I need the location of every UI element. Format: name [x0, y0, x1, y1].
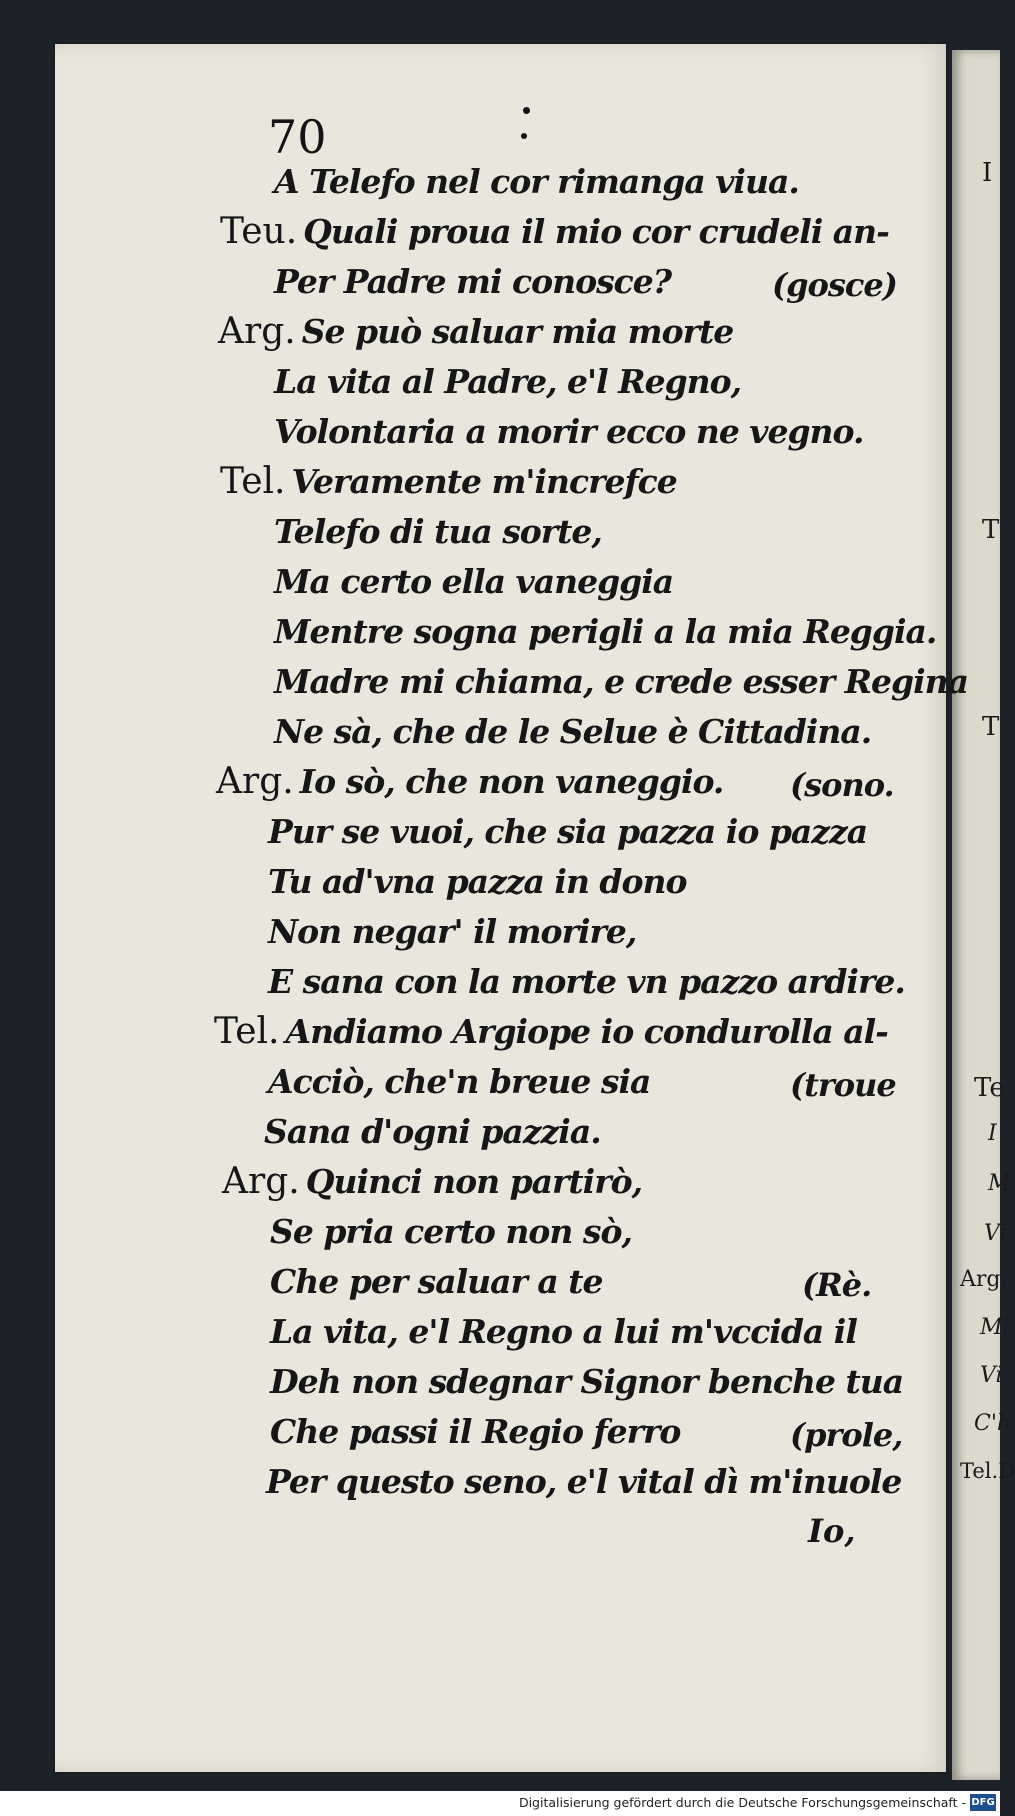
verse-line: Pur se vuoi, che sia pazza io pazza [268, 812, 868, 851]
ink-dot [523, 107, 530, 114]
turnover-fragment: (gosce) [772, 266, 897, 304]
facing-fragment: Te [974, 1073, 1005, 1103]
ink-dot [521, 133, 527, 139]
verse-line: Teu. Quali proua il mio cor crudeli an- [220, 211, 889, 252]
verse-line: Deh non sdegnar Signor benche tua [270, 1362, 904, 1401]
verse-line: Tu ad'vna pazza in dono [268, 862, 687, 901]
facing-page-fragments [958, 0, 1015, 1816]
verse-line: Ma certo ella vaneggia [274, 562, 674, 601]
turnover-fragment: (Rè. [802, 1266, 872, 1304]
verse-line: Per questo seno, e'l vital dì m'inuole [266, 1462, 902, 1501]
funding-notice: Digitalisierung gefördert durch die Deutsche Forschungsgemeinschaft - [518, 1795, 966, 1810]
verse-line: Tel. Andiamo Argiope io condurolla al- [214, 1011, 888, 1052]
verse-line: Se pria certo non sò, [270, 1212, 632, 1251]
verse-line: La vita al Padre, e'l Regno, [274, 362, 742, 401]
verse-line: Arg. Se può saluar mia morte [218, 311, 734, 352]
verse-line: Ne sà, che de le Selue è Cittadina. [274, 712, 872, 751]
verse-line: Che per saluar a te [270, 1262, 603, 1301]
verse-line: Arg. Io sò, che non vaneggio. [216, 761, 724, 802]
facing-fragment: Tel.D [960, 1459, 1015, 1483]
verse-line: Arg. Quinci non partirò, [222, 1161, 643, 1202]
verse-line: A Telefo nel cor rimanga viua. [274, 162, 799, 201]
facing-fragment: C'h [974, 1411, 1012, 1436]
verse-line: Che passi il Regio ferro [270, 1412, 681, 1451]
dfg-logo: DFG [970, 1794, 996, 1811]
digitization-footer [0, 1791, 1000, 1816]
verse-line: Madre mi chiama, e crede esser Regina [274, 662, 969, 701]
facing-fragment: Arg. [960, 1267, 1008, 1292]
page-number: 70 [268, 110, 327, 164]
verse-line: E sana con la morte vn pazzo ardire. [268, 962, 905, 1001]
verse-line: Telefo di tua sorte, [274, 512, 602, 551]
verse-line: Volontaria a morir ecco ne vegno. [274, 412, 864, 451]
facing-fragment: T [982, 515, 1000, 545]
verse-line: Per Padre mi conosce? [274, 262, 672, 301]
facing-fragment: Vi [984, 1221, 1007, 1246]
verse-line: Tel. Veramente m'increfce [220, 461, 677, 502]
verse-line: Sana d'ogni pazzia. [264, 1112, 601, 1151]
facing-fragment: T [982, 712, 1000, 742]
turnover-fragment: (troue [790, 1066, 896, 1104]
facing-fragment: M [988, 1171, 1011, 1196]
facing-fragment: Mi [980, 1315, 1010, 1340]
verse-line: Acciò, che'n breue sia [268, 1062, 651, 1101]
verse-line: La vita, e'l Regno a lui m'vccida il [270, 1312, 857, 1351]
facing-fragment: I [982, 158, 993, 188]
turnover-fragment: (sono. [790, 766, 894, 804]
verse-line: Mentre sogna perigli a la mia Reggia. [274, 612, 937, 651]
catchword: Io, [808, 1512, 856, 1550]
facing-fragment: I [988, 1121, 997, 1146]
turnover-fragment: (prole, [790, 1416, 903, 1454]
verse-line: Non negar' il morire, [268, 912, 637, 951]
facing-fragment: Vi [980, 1363, 1003, 1388]
